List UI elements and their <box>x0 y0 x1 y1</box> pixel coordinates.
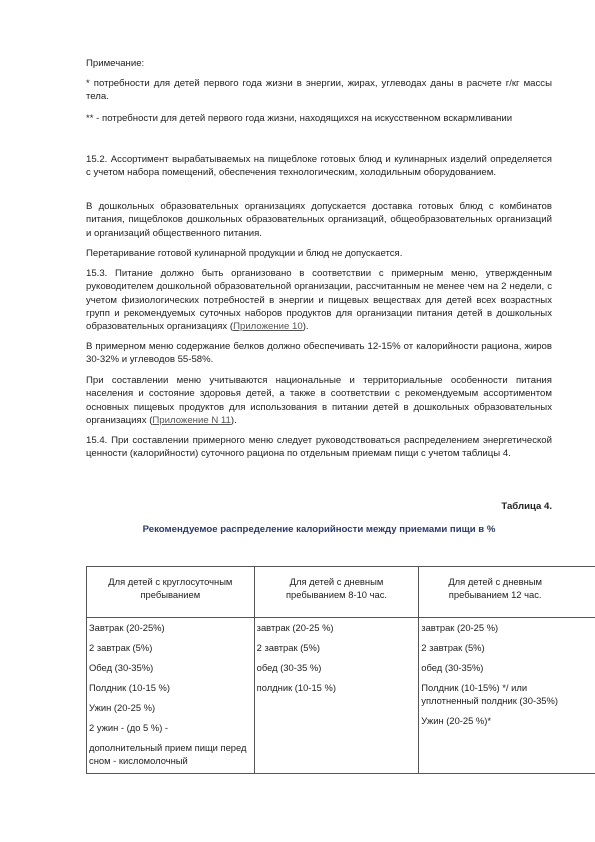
note-heading: Примечание: <box>86 58 145 69</box>
paragraph-15-3-end: ). <box>302 321 309 333</box>
meal-item: Полдник (10-15%) */ или уплотненный полдник (30-35%) <box>421 681 558 706</box>
meal-item: Ужин (20-25 %)* <box>421 714 492 726</box>
meal-item: 2 ужин - (до 5 %) - <box>89 721 169 733</box>
paragraph-macros: В примерном меню содержание белков должно обеспечивать 12-15% от калорийности рациона, жиров 30-32% и углеводов 55-58%. <box>86 341 552 366</box>
meal-item: 2 завтрак (5%) <box>421 641 485 653</box>
paragraph-15-3-text: 15.3. Питание должно быть организовано в соответствии с примерным меню, утвержденным руководителем дошкольной образовательной организации, рассчитанным не менее чем на 2 недели, с учетом физиологических потребностей в энергии и пищевых веществах для детей всех возрастных групп и рекомендуемых суточных наборов продуктов для организации питания детей в дошкольных образовательных организациях ( <box>86 268 552 333</box>
table-row <box>87 618 595 774</box>
meal-item: обед (30-35 %) <box>256 661 322 673</box>
appendix-11-link[interactable]: Приложение N 11 <box>152 414 231 426</box>
paragraph-15-3 <box>86 267 552 333</box>
meal-item: Обед (30-35%) <box>89 661 154 673</box>
paragraph-menu-composition <box>86 374 552 427</box>
paragraph-repackaging: Перетаривание готовой кулинарной продукции и блюд не допускается. <box>86 248 403 259</box>
table-header-row <box>87 567 595 618</box>
table-title: Рекомендуемое распределение калорийности между приемами пищи в % <box>142 524 496 535</box>
meal-item: полдник (10-15 %) <box>256 681 336 693</box>
meal-item: 2 завтрак (5%) <box>89 641 153 653</box>
header-day-12: Для детей с дневным пребыванием 12 час. <box>419 567 595 618</box>
paragraph-menu-text: При составлении меню учитываются национальные и территориальные особенности питания населения и состояние здоровья детей, а также в соответствии с рекомендуемым ассортиментом основных пищевых продуктов для использования в питании детей в дошкольных образовательных организациях ( <box>86 375 552 426</box>
cell-day-8-10 <box>254 618 419 774</box>
header-round-the-clock: Для детей с круглосуточным пребыванием <box>87 567 255 618</box>
note-line-1: * потребности для детей первого года жизни в энергии, жирах, углеводах даны в расчете г/кг массы тела. <box>86 78 552 103</box>
cell-day-12 <box>419 618 595 774</box>
meal-item: завтрак (20-25 %) <box>421 622 499 633</box>
paragraph-menu-end: ). <box>230 414 237 426</box>
meal-item: Ужин (20-25 %) <box>89 701 156 713</box>
calorie-distribution-table <box>86 566 595 774</box>
header-day-8-10: Для детей с дневным пребыванием 8-10 час. <box>254 567 419 618</box>
table-label: Таблица 4. <box>501 501 552 512</box>
meal-item: дополнительный прием пищи перед сном - кисломолочный <box>89 741 247 766</box>
appendix-10-link[interactable]: Приложение 10 <box>233 321 303 333</box>
cell-round-the-clock <box>87 618 255 774</box>
paragraph-15-4: 15.4. При составлении примерного меню следует руководствоваться распределением энергетической ценности (калорийности) суточного рациона по отдельным приемам пищи с учетом таблицы 4. <box>86 435 552 460</box>
meal-item: обед (30-35%) <box>421 661 484 673</box>
meal-item: завтрак (20-25 %) <box>256 622 334 633</box>
paragraph-delivery: В дошкольных образовательных организациях допускается доставка готовых блюд с комбинатов питания, пищеблоков дошкольных образовательных организаций, общеобразовательных организаций и организаций общественного питания. <box>86 201 552 239</box>
paragraph-15-2: 15.2. Ассортимент вырабатываемых на пищеблоке готовых блюд и кулинарных изделий определяется с учетом набора помещений, обеспечения технологическим, холодильным оборудованием. <box>86 154 552 179</box>
meal-item: Полдник (10-15 %) <box>89 681 170 693</box>
note-line-2: ** - потребности для детей первого года жизни, находящихся на искусственном вскармливании <box>86 113 513 124</box>
meal-item: Завтрак (20-25%) <box>89 622 165 633</box>
meal-item: 2 завтрак (5%) <box>256 641 320 653</box>
